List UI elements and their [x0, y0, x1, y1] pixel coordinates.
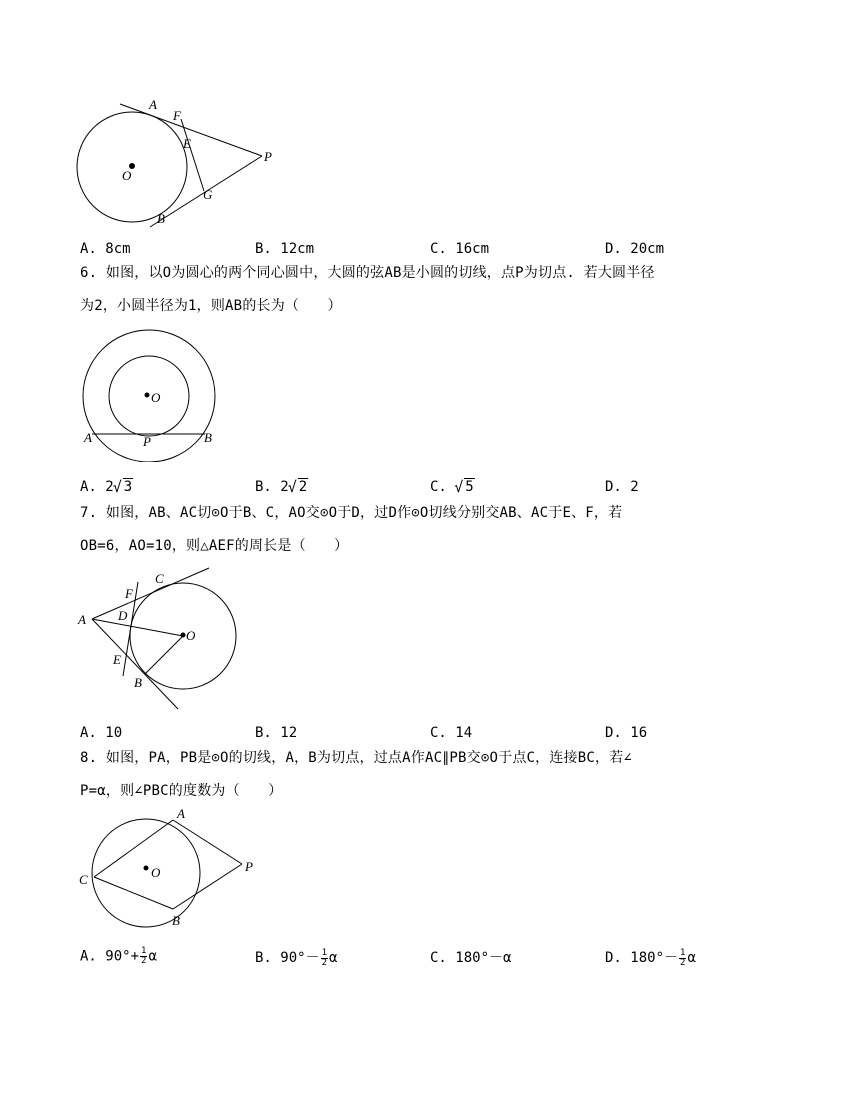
q6-label-b: B: [204, 430, 212, 445]
q5-label-a: A: [149, 97, 157, 112]
q8-chord-bc: [94, 877, 173, 909]
q6-figure: [70, 322, 230, 462]
q7-label-b: B: [134, 675, 142, 690]
q6-label-o: O: [151, 390, 161, 405]
q6-option-c-radicand: 5: [465, 479, 474, 495]
q5-tangent-pa: [120, 104, 262, 156]
q8-option-b-suffix: α: [329, 950, 338, 966]
q5-label-p: P: [264, 149, 272, 164]
q5-label-b: B: [157, 211, 165, 226]
q5-label-f: F: [173, 108, 181, 123]
q8-label-b: B: [172, 913, 180, 928]
q5-option-c[interactable]: C. 16cm: [430, 241, 490, 257]
q7-radius-ob: [145, 636, 183, 674]
q7-tangent-ac: [92, 568, 209, 619]
q8-option-d[interactable]: [605, 947, 696, 968]
fraction-numerator: 1: [321, 947, 327, 958]
q6-stem-line1: 6. 如图，以O为圆心的两个同心圆中，大圆的弦AB是小圆的切线，点P为切点. 若大圆半径: [80, 265, 655, 281]
q5-label-g: G: [203, 187, 213, 202]
q6-option-a-prefix: A. 2: [80, 479, 114, 495]
q8-option-d-suffix: α: [687, 950, 696, 966]
q7-option-a[interactable]: A. 10: [80, 725, 123, 741]
fraction-numerator: 1: [141, 946, 147, 956]
q8-options: [0, 947, 860, 967]
q8-option-a-suffix: α: [148, 948, 157, 965]
q6-option-d[interactable]: D. 2: [605, 479, 639, 495]
q6-option-c[interactable]: [430, 479, 475, 495]
q8-option-d-prefix: D. 180°－: [605, 950, 679, 966]
q7-stem-line1: 7. 如图，AB、AC切⊙O于B、C，AO交⊙O于D，过D作⊙O切线分别交AB、AC于E、F，若: [80, 505, 623, 521]
q7-center-dot: [181, 633, 185, 637]
q8-label-a: A: [177, 806, 185, 821]
q7-option-b[interactable]: B. 12: [255, 725, 298, 741]
q8-tangent-pa: [173, 820, 242, 864]
q8-chord-ac: [94, 820, 173, 877]
fraction-denominator: 2: [680, 957, 686, 968]
q5-tangent-fg: [181, 119, 204, 191]
q5-label-e: E: [183, 136, 191, 151]
q5-figure: [70, 90, 290, 240]
q7-option-d[interactable]: D. 16: [605, 725, 648, 741]
sqrt-symbol: [455, 479, 474, 495]
q6-options: [0, 479, 860, 499]
q7-label-a: A: [78, 612, 86, 627]
q6-option-a-radicand: 3: [123, 479, 133, 495]
q8-option-b-prefix: B. 90°－: [255, 950, 320, 966]
q8-label-o: O: [151, 865, 161, 880]
fraction-half: [140, 947, 147, 966]
q8-option-b[interactable]: [255, 947, 337, 968]
q7-figure: [70, 562, 250, 714]
q5-option-a[interactable]: A. 8cm: [80, 241, 131, 257]
q8-stem-line2: P=α，则∠PBC的度数为（ ）: [80, 783, 283, 799]
q8-option-a-prefix: A. 90°+: [80, 948, 140, 965]
q8-stem-line1: 8. 如图，PA，PB是⊙O的切线，A，B为切点，过点A作AC∥PB交⊙O于点C，连接BC，若∠: [80, 750, 633, 766]
q6-center-dot: [145, 393, 149, 397]
q7-label-o: O: [186, 628, 196, 643]
fraction-numerator: 1: [680, 947, 686, 958]
q8-figure: [70, 805, 270, 935]
q6-option-a[interactable]: [80, 479, 133, 495]
q5-option-d[interactable]: D. 20cm: [605, 241, 665, 257]
q8-option-c[interactable]: C. 180°－α: [430, 950, 512, 966]
fraction-half: [321, 949, 328, 968]
fraction-denominator: 2: [141, 956, 147, 966]
q7-label-e: E: [113, 652, 121, 667]
q7-options: [0, 725, 860, 745]
q8-center-dot: [144, 866, 148, 870]
fraction-denominator: 2: [321, 957, 327, 968]
q5-label-o: O: [122, 168, 132, 183]
q8-label-c: C: [79, 872, 88, 887]
sqrt-symbol: [114, 479, 133, 495]
q8-circle: [92, 819, 200, 927]
q6-option-b-prefix: B. 2: [255, 479, 289, 495]
q7-label-d: D: [118, 608, 128, 623]
q8-option-a[interactable]: [80, 947, 157, 966]
q6-stem-line2: 为2，小圆半径为1，则AB的长为（ ）: [80, 298, 342, 314]
q5-options: [0, 241, 860, 261]
q7-stem-line2: OB=6，AO=10，则△AEF的周长是（ ）: [80, 538, 349, 554]
q8-label-p: P: [245, 859, 253, 874]
q7-label-c: C: [155, 571, 164, 586]
q6-option-b-radicand: 2: [298, 479, 308, 495]
q7-label-f: F: [125, 586, 133, 601]
q6-label-p: P: [143, 434, 151, 449]
q5-option-b[interactable]: B. 12cm: [255, 241, 315, 257]
q7-option-c[interactable]: C. 14: [430, 725, 473, 741]
q6-option-c-prefix: C.: [430, 479, 456, 495]
q8-tangent-pb: [173, 864, 242, 909]
fraction-half: [679, 949, 686, 968]
q6-label-a: A: [84, 430, 92, 445]
q6-option-b[interactable]: [255, 479, 308, 495]
sqrt-symbol: [289, 479, 308, 495]
